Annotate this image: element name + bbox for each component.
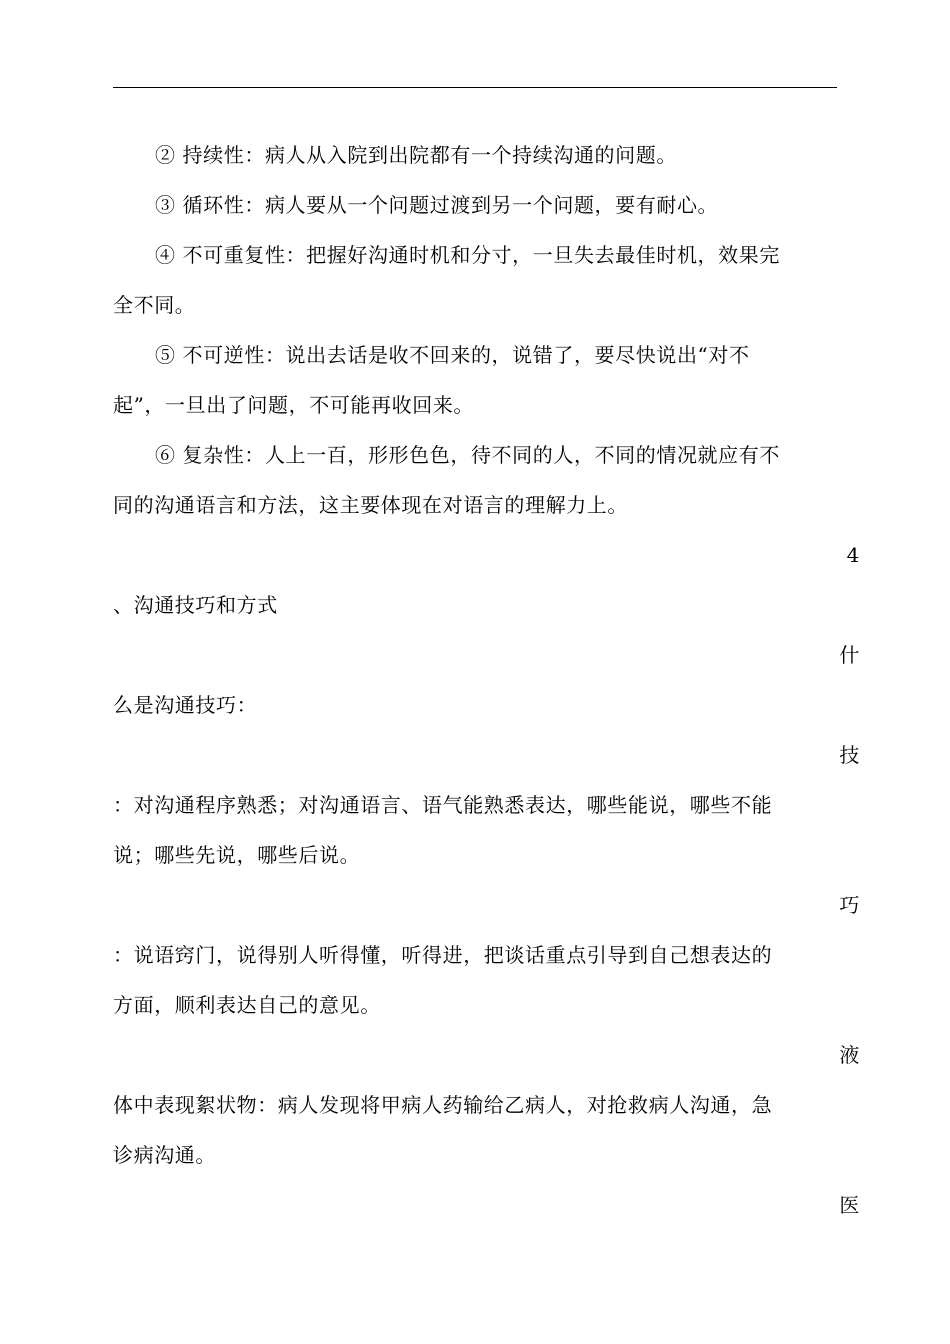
paragraph-qiao: ：说语窍门，说得别人听得懂，听得进，把谈话重点引导到自己想表达的 [113, 943, 773, 967]
paragraph-ye-cont: 诊病沟通。 [113, 1143, 216, 1167]
section-heading: 、沟通技巧和方式 [113, 593, 278, 617]
paragraph-qiao-cont: 方面，顺利表达自己的意见。 [113, 993, 381, 1017]
header-rule [113, 87, 837, 88]
document-body [113, 130, 860, 1230]
wrapped-char-qiao: 巧 [839, 893, 860, 917]
section-number: 4 [846, 543, 860, 567]
paragraph-cyclicity: ③ 循环性：病人要从一个问题过渡到另一个问题，要有耐心。 [155, 193, 719, 217]
paragraph-irreversible: ⑤ 不可逆性：说出去话是收不回来的，说错了，要尽快说出“对不 [155, 343, 750, 367]
paragraph-ji: ：对沟通程序熟悉；对沟通语言、语气能熟悉表达，哪些能说，哪些不能 [113, 793, 773, 817]
wrapped-char-ji: 技 [839, 743, 860, 767]
paragraph-ye: 体中表现絮状物：病人发现将甲病人药输给乙病人，对抢救病人沟通，急 [113, 1093, 773, 1117]
paragraph-irreversible-cont: 起”，一旦出了问题，不可能再收回来。 [113, 393, 475, 417]
wrapped-char-yi: 医 [839, 1193, 860, 1217]
question-what-is-skill: 么是沟通技巧： [113, 693, 258, 717]
paragraph-non-repeatable-cont: 全不同。 [113, 293, 196, 317]
paragraph-continuity: ② 持续性：病人从入院到出院都有一个持续沟通的问题。 [155, 143, 677, 167]
paragraph-ji-cont: 说；哪些先说，哪些后说。 [113, 843, 361, 867]
paragraph-non-repeatable: ④ 不可重复性：把握好沟通时机和分寸，一旦失去最佳时机，效果完 [155, 243, 780, 267]
paragraph-complexity: ⑥ 复杂性：人上一百，形形色色，待不同的人，不同的情况就应有不 [155, 443, 780, 467]
paragraph-complexity-cont: 同的沟通语言和方法，这主要体现在对语言的理解力上。 [113, 493, 628, 517]
wrapped-char-shen: 什 [839, 643, 860, 667]
wrapped-char-ye: 液 [839, 1043, 860, 1067]
